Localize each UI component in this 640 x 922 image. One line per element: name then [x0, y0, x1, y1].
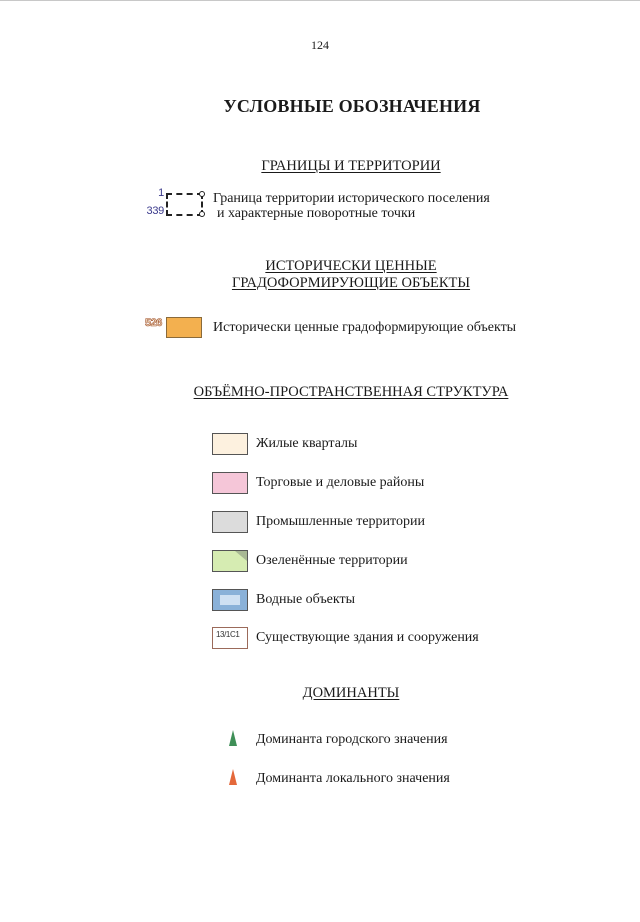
city-dominant-label: Доминанта городского значения [256, 732, 448, 747]
water-swatch [212, 589, 248, 611]
city-dominant-triangle-icon [229, 730, 237, 746]
building-swatch-code: 13/1С1 [216, 630, 240, 639]
boundary-label-line2: и характерные поворотные точки [217, 206, 416, 221]
green-area-swatch [212, 550, 248, 572]
section-heading-historic-line1: ИСТОРИЧЕСКИ ЦЕННЫЕ [265, 258, 437, 274]
boundary-line-symbol [166, 193, 203, 216]
historic-object-label: Исторически ценные градоформирующие объекты [213, 320, 517, 335]
trade-business-swatch [212, 472, 248, 494]
industrial-label: Промышленные территории [256, 514, 425, 529]
water-swatch-inner [220, 595, 240, 605]
historic-object-code: 526 [145, 317, 162, 329]
page-number: 124 [311, 38, 329, 52]
local-dominant-triangle-icon [229, 769, 237, 785]
turning-point-marker [199, 211, 205, 217]
building-label: Существующие здания и сооружения [256, 630, 479, 645]
building-swatch [212, 627, 248, 649]
trade-business-label: Торговые и деловые районы [256, 475, 425, 490]
boundary-point-number-bottom: 339 [146, 205, 164, 217]
section-heading-historic-line2: ГРАДОФОРМИРУЮЩИЕ ОБЪЕКТЫ [231, 275, 471, 291]
industrial-swatch [212, 511, 248, 533]
section-heading-borders: ГРАНИЦЫ И ТЕРРИТОРИИ [261, 158, 441, 174]
water-label: Водные объекты [256, 592, 356, 607]
green-area-label: Озеленённые территории [256, 553, 408, 568]
boundary-label-line1: Граница территории исторического поселения [213, 191, 490, 206]
section-heading-dominants: ДОМИНАНТЫ [302, 685, 400, 701]
boundary-point-number-top: 1 [158, 187, 164, 199]
historic-object-swatch [166, 317, 202, 338]
local-dominant-label: Доминанта локального значения [256, 771, 450, 786]
page-title: УСЛОВНЫЕ ОБОЗНАЧЕНИЯ [223, 96, 481, 116]
page-top-edge [0, 0, 640, 1]
section-heading-volume: ОБЪЁМНО-ПРОСТРАНСТВЕННАЯ СТРУКТУРА [193, 384, 509, 400]
green-swatch-corner [235, 551, 247, 561]
turning-point-marker [199, 191, 205, 197]
residential-label: Жилые кварталы [256, 436, 358, 451]
residential-swatch [212, 433, 248, 455]
